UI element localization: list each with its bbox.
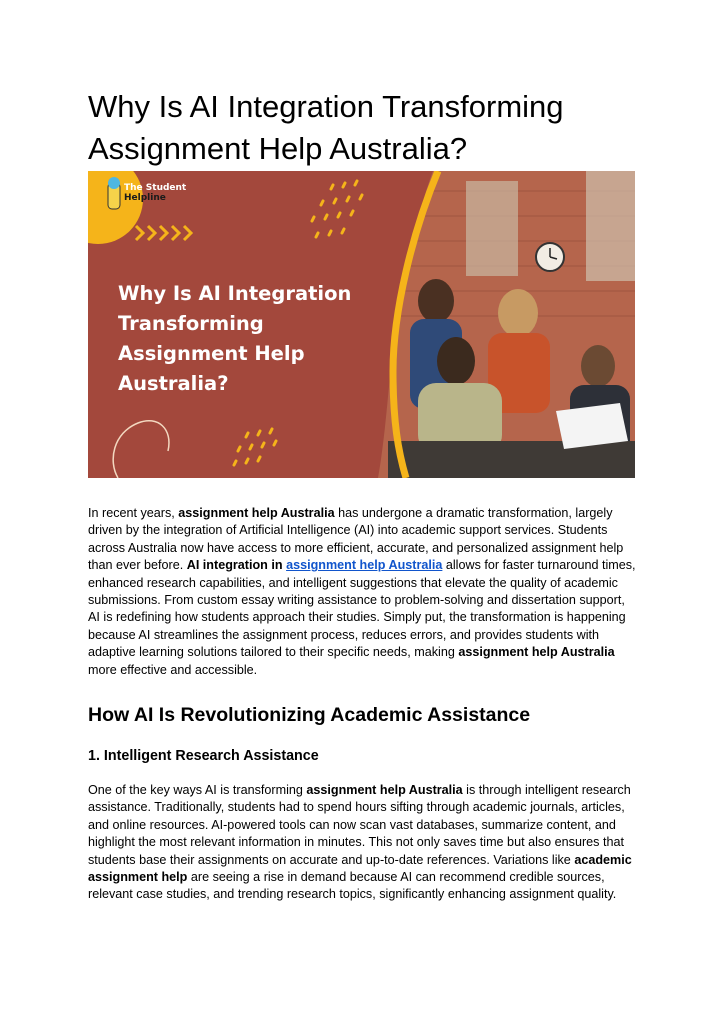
logo-line-1: The Student — [124, 183, 187, 193]
bold-keyword: assignment help Australia — [306, 783, 463, 797]
bold-keyword: AI integration in — [186, 558, 287, 573]
intro-paragraph — [88, 505, 636, 679]
logo-mascot-icon — [108, 177, 120, 209]
text-span: allows for faster turnaround times, enhanced research capabilities, and intelligent suggestions that elevate the quality of academic submissions. From custom essay writing assistance to problem-solving and dissertation support, AI is redefining how students approach their studies. Simply put, the transformation is happening because AI streamlines the assignment process, reduces errors, and provides students with adaptive learning solutions tailored to their specific needs, making — [88, 558, 636, 660]
bold-keyword: assignment help Australia — [178, 506, 335, 520]
text-span: One of the key ways AI is transforming — [88, 783, 307, 797]
logo-line-2: Helpline — [124, 193, 166, 203]
text-span: has undergone a dramatic transformation, largely driven by the integration of Artificial Intelligence (AI) into academic support services. Students across Australia now have access to more efficient, accurate, and personalized assignment help than ever before. — [88, 506, 624, 573]
bold-keyword: academic assignment help — [88, 852, 632, 885]
section-heading: How AI Is Revolutionizing Academic Assistance — [88, 704, 531, 726]
text-span: is through intelligent research assistance. Traditionally, students had to spend hours sifting through academic journals, articles, and online resources. AI-powered tools can now scan vast databases, summarize content, and highlight the most relevant information in minutes. This not only saves time but also ensures that students base their assignments on accurate and up-to-date references. Variations like — [88, 783, 631, 867]
text-span: more effective and accessible. — [88, 662, 258, 677]
research-paragraph — [88, 782, 636, 904]
logo-text — [124, 183, 186, 203]
page-title: Why Is AI Integration Transforming Assignment Help Australia? — [88, 89, 564, 166]
subsection-heading: 1. Intelligent Research Assistance — [88, 748, 319, 764]
bold-keyword: assignment help Australia — [458, 645, 615, 660]
assignment-help-link[interactable]: assignment help Australia — [286, 558, 443, 573]
banner-image — [88, 171, 635, 478]
text-span: In recent years, — [88, 506, 179, 520]
banner-heading: Why Is AI Integration Transforming Assignment Help Australia? — [118, 282, 352, 395]
text-span: are seeing a rise in demand because AI can recommend credible sources, relevant case studies, and trending research topics, significantly enhancing assignment quality. — [88, 870, 617, 902]
